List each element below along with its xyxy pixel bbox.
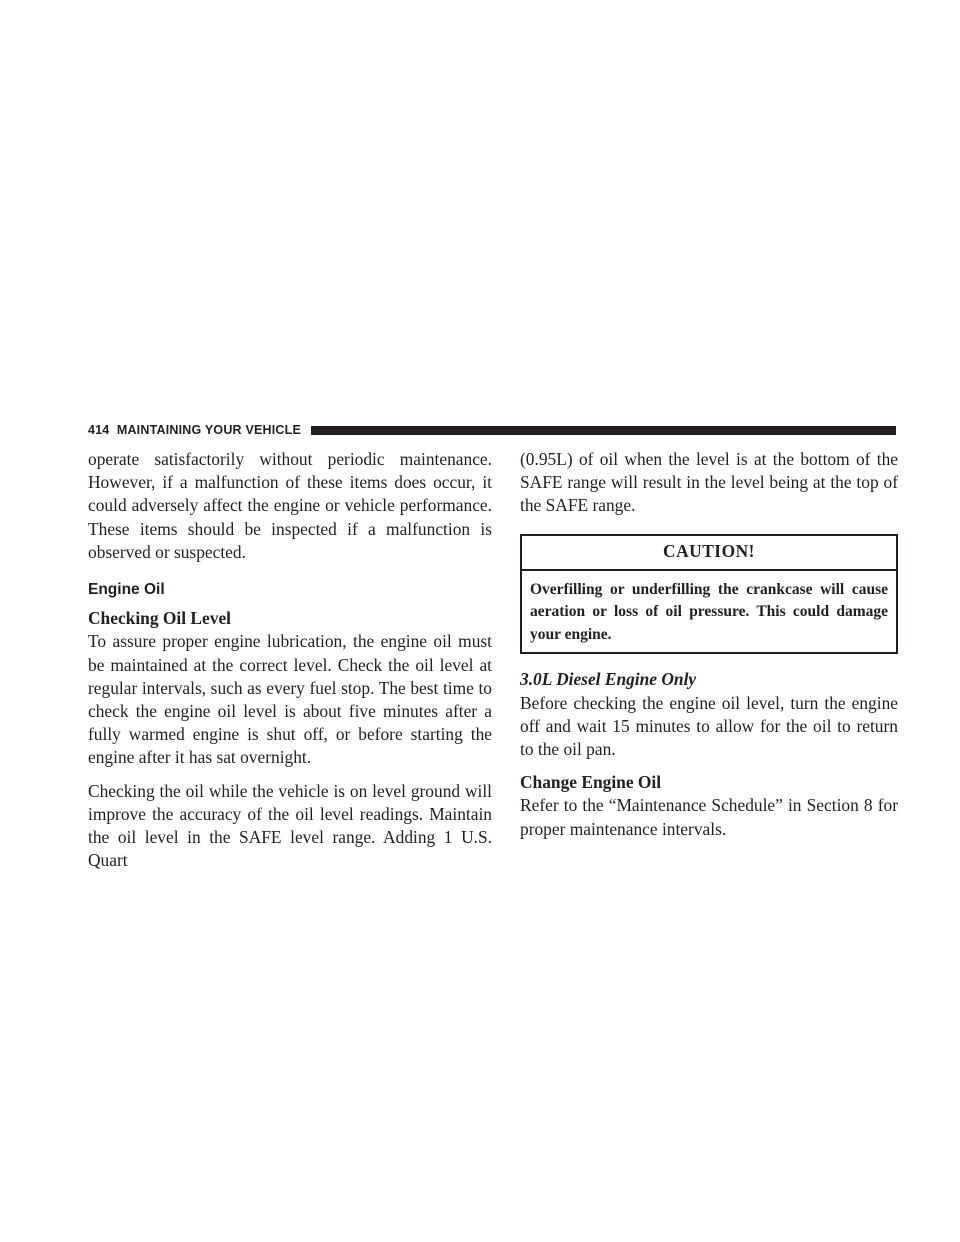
- checking-paragraph-1: To assure proper engine lubrication, the engine oil must be maintained at the correct level. Check the oil level at regular intervals, such as every fuel stop. The best time to check the engine oil level is about five minutes after a fully warmed engine is shut off, or before starting the engine after it has sat overnight.: [88, 631, 492, 768]
- change-paragraph: Refer to the “Maintenance Schedule” in Section 8 for proper maintenance intervals.: [520, 795, 898, 839]
- header-rule: [311, 426, 896, 435]
- right-column: [520, 448, 898, 841]
- header-label: [88, 423, 301, 437]
- change-engine-oil-heading: Change Engine Oil: [520, 772, 662, 793]
- section-title: MAINTAINING YOUR VEHICLE: [116, 423, 302, 437]
- checking-oil-level-heading: Checking Oil Level: [88, 608, 231, 629]
- continued-paragraph: (0.95L) of oil when the level is at the bottom of the SAFE range will result in the level being at the top of the SAFE range.: [520, 449, 898, 516]
- intro-paragraph: operate satisfactorily without periodic maintenance. However, if a malfunction of these items does occur, it could adversely affect the engine or vehicle performance. These items should be inspected if a malfunction is observed or suspected.: [88, 449, 492, 562]
- engine-oil-heading: Engine Oil: [88, 581, 165, 599]
- diesel-paragraph: Before checking the engine oil level, turn the engine off and wait 15 minutes to allow for the oil to return to the oil pan.: [520, 692, 898, 759]
- diesel-engine-heading: 3.0L Diesel Engine Only: [520, 669, 697, 690]
- page-header: [88, 421, 896, 439]
- caution-title: CAUTION!: [522, 536, 896, 571]
- checking-paragraph-2: Checking the oil while the vehicle is on level ground will improve the accuracy of the oil level readings. Maintain the oil level in the SAFE level range. Adding 1 U.S. Quart: [88, 780, 492, 871]
- caution-box: [520, 534, 898, 655]
- caution-body: Overfilling or underfilling the crankcase will cause aeration or loss of oil pressure. This could damage your engine.: [530, 580, 888, 643]
- page-number: 414: [88, 423, 110, 437]
- left-column: [88, 448, 492, 872]
